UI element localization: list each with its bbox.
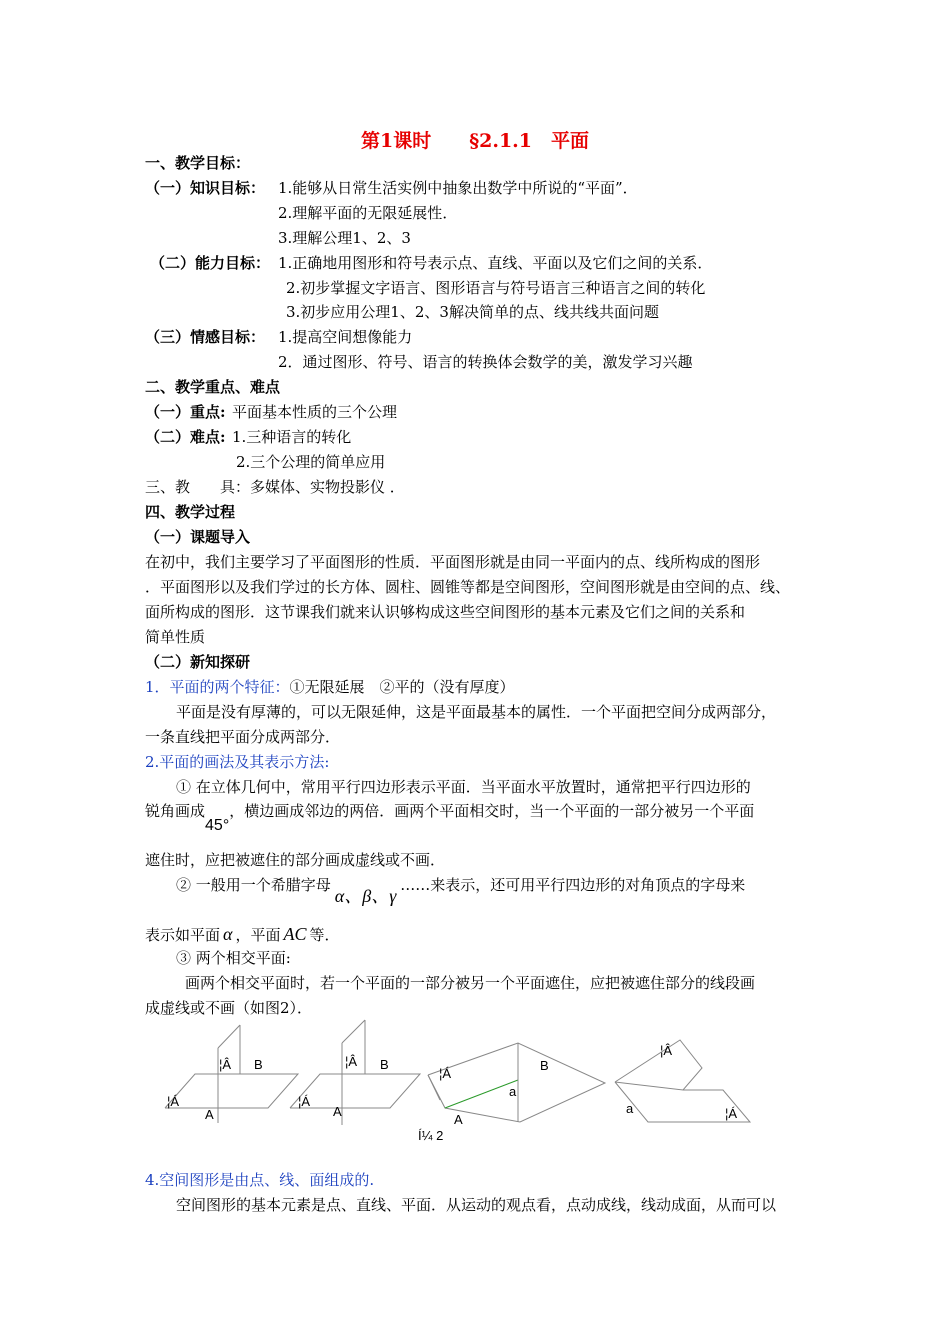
fig-label: B xyxy=(540,1058,549,1073)
figure-2-intersecting-planes xyxy=(0,1015,950,1145)
point3-body-line: 画两个相交平面时，若一个平面的一部分被另一个平面遮住，应把被遮住部分的线段画 xyxy=(185,974,756,992)
point2-a-text: 锐角画成 xyxy=(145,802,206,820)
section-heading-key: 二、教学重点、难点 xyxy=(145,378,281,396)
intro-paragraph-line: 面所构成的图形．这节课我们就来认识够构成这些空间图形的基本元素及它们之间的关系和 xyxy=(145,603,746,621)
page-title: 第1课时 §2.1.1 平面 xyxy=(360,130,590,152)
fig-label: ¦Á xyxy=(298,1094,311,1109)
point2-b-text: ② 一般用一个希腊字母 xyxy=(176,876,331,894)
point1-title: 1．平面的两个特征： xyxy=(145,678,290,696)
difficult-item: 1.三种语言的转化 xyxy=(232,428,352,446)
greek-letters-math: α、β、γ xyxy=(334,886,397,906)
new-knowledge-label: （二）新知探研 xyxy=(145,653,251,671)
section-heading-process: 四、教学过程 xyxy=(145,503,236,521)
knowledge-item: 3.理解公理1、2、3 xyxy=(278,229,411,247)
angle-math: 45° xyxy=(205,817,230,834)
intro-paragraph-line: 在初中，我们主要学习了平面图形的性质．平面图形就是由同一平面内的点、线所构成的图形 xyxy=(145,553,761,571)
fig-label: ¦Â xyxy=(660,1043,673,1058)
fig-label: ¦Á xyxy=(725,1106,738,1121)
intro-paragraph-line: ．平面图形以及我们学过的长方体、圆柱、圆锥等都是空间图形，空间图形就是由空间的点、线、 xyxy=(145,578,791,596)
knowledge-label: （一）知识目标： xyxy=(145,179,266,197)
alpha-math: α xyxy=(223,924,233,944)
point1-features: ①无限延展 ②平的（没有厚度） xyxy=(289,678,515,696)
ability-item: 3.初步应用公理1、2、3解决简单的点、线共线共面问题 xyxy=(286,303,659,321)
knowledge-item: 2.理解平面的无限延展性． xyxy=(278,204,458,222)
difficult-item: 2.三个公理的简单应用 xyxy=(236,453,386,471)
point2-title: 2.平面的画法及其表示方法: xyxy=(145,753,330,771)
tools-line: 三、教 具：多媒体、实物投影仪 ． xyxy=(145,478,405,496)
point2-b-line xyxy=(176,874,746,906)
emotion-item: 1.提高空间想像能力 xyxy=(278,328,413,346)
point1-line xyxy=(145,677,515,697)
point2-b-text: 表示如平面 xyxy=(145,926,221,944)
fig-label: a xyxy=(509,1084,517,1099)
fig-label: A xyxy=(333,1104,342,1119)
fig-label: ¦Â xyxy=(345,1054,358,1069)
ability-item: 2.初步掌握文字语言、图形语言与符号语言三种语言之间的转化 xyxy=(286,279,706,297)
point1-body-line: 平面是没有厚薄的，可以无限延伸，这是平面最基本的属性．一个平面把空间分成两部分， xyxy=(176,703,777,721)
figure-caption: Í¼ 2 xyxy=(418,1128,444,1143)
fig-label: B xyxy=(380,1057,389,1072)
point2-a-line xyxy=(145,801,755,834)
fig-label: ¦Â xyxy=(219,1057,232,1072)
ac-math: AC xyxy=(283,924,307,944)
fig-label: ¦Á xyxy=(439,1066,452,1081)
point2-b-text: 等． xyxy=(309,926,340,944)
fig-label: A xyxy=(205,1107,214,1122)
key-label: （一）重点: xyxy=(145,403,226,421)
point2-b-line xyxy=(145,924,340,945)
point2-b-text: ……来表示，还可用平行四边形的对角顶点的字母来 xyxy=(400,876,746,894)
point4-body-line: 空间图形的基本元素是点、直线、平面．从运动的观点看，点动成线，线动成面，从而可以 xyxy=(176,1196,777,1214)
key-text: 平面基本性质的三个公理 xyxy=(232,403,398,421)
fig-label: A xyxy=(454,1112,463,1127)
difficult-label: （二）难点: xyxy=(145,428,226,446)
fig-label: a xyxy=(626,1101,634,1116)
fig-label: B xyxy=(254,1057,263,1072)
point1-body-line: 一条直线把平面分成两部分． xyxy=(145,728,341,746)
point2-a-line: ① 在立体几何中，常用平行四边形表示平面．当平面水平放置时，通常把平行四边形的 xyxy=(176,778,751,796)
emotion-item: 2．通过图形、符号、语言的转换体会数学的美，激发学习兴趣 xyxy=(278,353,693,371)
intro-paragraph-line: 简单性质 xyxy=(145,628,206,646)
point2-a-text: ，横边画成邻边的两倍．画两个平面相交时，当一个平面的一部分被另一个平面 xyxy=(229,802,755,820)
point3-body-line: 成虚线或不画（如图2）． xyxy=(145,999,313,1017)
point2-a-line: 遮住时，应把被遮住的部分画成虚线或不画． xyxy=(145,851,446,869)
point3-title: ③ 两个相交平面: xyxy=(176,949,291,967)
point2-b-text: ，平面 xyxy=(235,926,281,944)
ability-item: 1.正确地用图形和符号表示点、直线、平面以及它们之间的关系． xyxy=(278,254,713,272)
section-heading-goals: 一、教学目标： xyxy=(145,154,251,172)
fig-label: ¦Á xyxy=(167,1094,180,1109)
intro-label: （一）课题导入 xyxy=(145,528,251,546)
ability-label: （二）能力目标： xyxy=(150,254,271,272)
knowledge-item: 1.能够从日常生活实例中抽象出数学中所说的“平面”． xyxy=(278,179,638,197)
emotion-label: （三）情感目标： xyxy=(145,328,266,346)
point4-title: 4.空间图形是由点、线、面组成的. xyxy=(145,1171,375,1189)
